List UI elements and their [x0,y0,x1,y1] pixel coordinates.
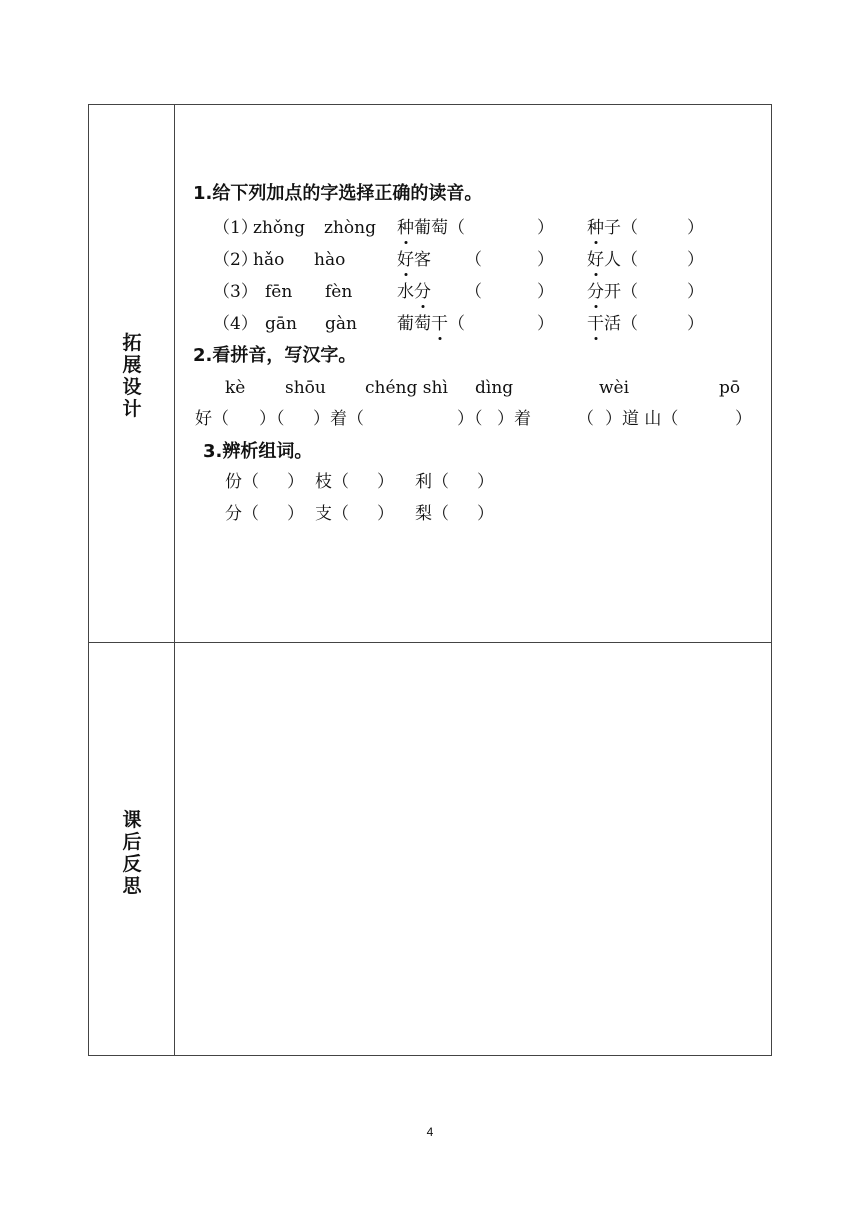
exercise3-title: 3.辨析组词。 [203,441,313,462]
extension-design-content: 1.给下列加点的字选择正确的读音。 （1） zhǒng zhòng 种葡萄（ ） 种子（ ） （2） hǎo hào 好客 （ ） 好人（ ） （3） fēn fèn 水分 （ ） 分开（ ） （4） gān gàn 葡萄干（ ） 干活（ ） 2.看拼音，写汉字。 kè shōu chéng shì dìng wèi pō 好（ ）（ ）着（ ）（ ）着 （ ）道 山（ ） 3.辨析组词。 份（ ） 枝（ ） 利（ ） 分（ ） 支（ ） 梨（ ） [193,183,752,524]
extension-design-label: 拓 展 设 计 [122,332,142,420]
dotted-char: 种 [397,218,414,238]
reflection-label-cell [89,643,175,1055]
dotted-char: 种 [587,218,604,238]
dotted-char: 分 [587,282,604,302]
reflection-label: 课 后 反 思 [122,809,142,897]
extension-design-label-cell [89,105,175,642]
page-number: 4 [426,1125,434,1139]
lesson-table [88,104,772,1056]
reflection-content-area[interactable] [175,643,771,1055]
dotted-char: 干 [587,314,604,334]
dotted-char: 好 [397,250,414,270]
exercise1-title: 1.给下列加点的字选择正确的读音。 [193,183,483,204]
exercise2-title: 2.看拼音，写汉字。 [193,345,357,366]
reflection-row [89,643,771,1055]
dotted-char: 分 [414,282,431,302]
dotted-char: 好 [587,250,604,270]
dotted-char: 干 [431,314,448,334]
extension-design-row [89,105,771,643]
